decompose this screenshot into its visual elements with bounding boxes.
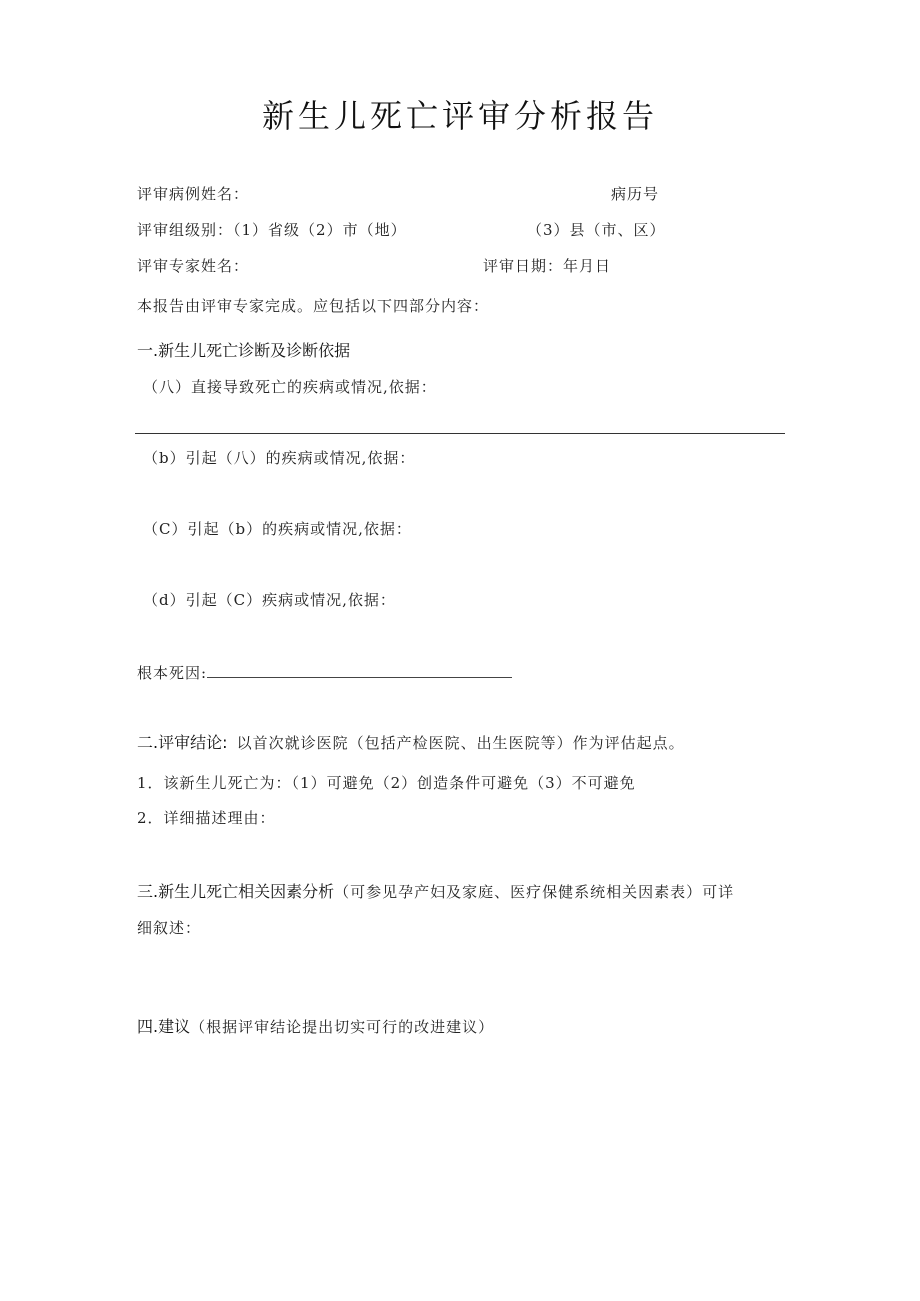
diagnosis-item-c: （C）引起（b）的疾病或情况,依据： — [143, 520, 412, 538]
intro-text: 本报告由评审专家完成。应包括以下四部分内容： — [137, 297, 490, 315]
section1-heading: 一.新生儿死亡诊断及诊断依据 — [137, 341, 351, 360]
section3-heading-row — [137, 884, 734, 900]
review-level-label: 评审组级别：（1）省级（2）市（地） — [137, 221, 407, 239]
answer-line — [135, 433, 785, 434]
page-title: 新生儿死亡评审分析报告 — [261, 97, 658, 135]
conclusion-avoidability: 1．该新生儿死亡为：（1）可避免（2）创造条件可避免（3）不可避免 — [137, 774, 636, 792]
section4-heading-row — [137, 1019, 494, 1035]
review-date-label: 评审日期：年月日 — [483, 257, 612, 275]
section2-heading-note: 以首次就诊医院（包括产检医院、出生医院等）作为评估起点。 — [236, 734, 685, 752]
diagnosis-item-b: （b）引起（八）的疾病或情况,依据： — [143, 449, 416, 467]
diagnosis-item-d: （d）引起（C）疾病或情况,依据： — [143, 591, 396, 609]
review-level-option-county: （3）县（市、区） — [527, 221, 666, 239]
root-cause-row — [137, 664, 512, 681]
expert-name-label: 评审专家姓名： — [137, 257, 250, 275]
section4-heading: 四.建议 — [137, 1017, 191, 1036]
section3-continuation: 细叙述： — [137, 919, 202, 937]
section2-heading: 二.评审结论: — [137, 733, 228, 752]
diagnosis-item-a: （八）直接导致死亡的疾病或情况,依据： — [143, 378, 437, 396]
section3-heading: 三.新生儿死亡相关因素分析 — [137, 882, 335, 901]
section4-heading-note: （根据评审结论提出切实可行的改进建议） — [190, 1018, 495, 1036]
case-name-label: 评审病例姓名： — [137, 185, 250, 203]
root-cause-blank — [207, 664, 512, 678]
conclusion-reason: 2．详细描述理由： — [137, 809, 276, 827]
record-number-label: 病历号 — [611, 185, 660, 203]
section2-heading-row — [137, 735, 685, 751]
section3-heading-note: （可参见孕产妇及家庭、医疗保健系统相关因素表）可详 — [334, 883, 735, 901]
root-cause-label: 根本死因: — [137, 664, 208, 682]
